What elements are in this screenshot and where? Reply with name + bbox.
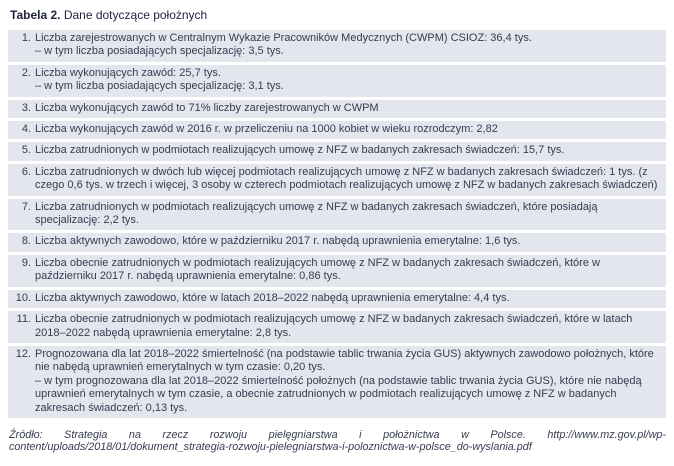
- table-row: [8, 233, 666, 251]
- table-row: [8, 199, 666, 231]
- row-content: [35, 32, 658, 59]
- row-main-text: Liczba zatrudnionych w dwóch lub więcej podmiotach realizujących umowę z NFZ w badanych zakresach świadczeń: 1 tys. (z czego 0,6 tys. w trzech i więcej, 3 osoby w czterech podmiotach realizujących umowę z NFZ w badanych zakresach świadczeń): [35, 165, 658, 192]
- row-content: [35, 313, 658, 340]
- table-row: [8, 255, 666, 287]
- row-main-text: Liczba obecnie zatrudnionych w podmiotach realizujących umowę z NFZ w badanych zakresach świadczeń, które w październiku 2017 r. nabędą uprawnienia emerytalne: 0,86 tys.: [35, 256, 600, 283]
- row-number: 5.: [21, 144, 31, 157]
- table-row: [8, 30, 666, 62]
- row-main-text: Liczba wykonujących zawód w 2016 r. w przeliczeniu na 1000 kobiet w wieku rozrodczym: 2,82: [35, 123, 498, 136]
- row-sub-text: – w tym liczba posiadających specjalizację: 3,1 tys.: [35, 80, 284, 93]
- row-content: [35, 67, 658, 94]
- row-content: [35, 144, 658, 157]
- table-row: [8, 346, 666, 418]
- row-number: 10.: [15, 291, 31, 304]
- table-caption: Dane dotyczące położnych: [63, 8, 208, 22]
- row-content: [35, 257, 658, 284]
- table-row: [8, 121, 666, 139]
- data-table: [8, 30, 666, 418]
- row-main-text: Prognozowana dla lat 2018–2022 śmiertelność (na podstawie tablic trwania życia GUS) aktywnych zawodowo położnych, które nie nabędą uprawnień emerytalnych w tym czasie: 0,20 tys.: [35, 347, 654, 374]
- row-number: 6.: [21, 165, 31, 178]
- row-content: [35, 166, 658, 193]
- table-row: [8, 65, 666, 97]
- table-row: [8, 142, 666, 160]
- table-row: [8, 290, 666, 308]
- table-row: [8, 311, 666, 343]
- row-main-text: Liczba wykonujących zawód to 71% liczby zarejestrowanych w CWPM: [35, 101, 379, 114]
- row-number: 2.: [21, 66, 31, 79]
- row-main-text: Liczba zarejestrowanych w Centralnym Wykazie Pracowników Medycznych (CWPM) CSIOZ: 36,4 tys.: [35, 32, 532, 44]
- row-main-text: Liczba obecnie zatrudnionych w podmiotach realizujących umowę z NFZ w badanych zakresach świadczeń, które w latach 2018–2022 nabędą uprawnienia emerytalne: 2,8 tys.: [35, 313, 633, 339]
- row-sub-text: – w tym prognozowana dla lat 2018–2022 śmiertelność położnych (na podstawie tablic trwania życia GUS), które nie nabędą uprawnień emerytalnych w tym czasie, a obecnie zatrudnionych w podmiotach realizujących umowę z NFZ w badanych zakresach świadczeń: 0,13 tys.: [35, 374, 642, 414]
- row-number: 11.: [16, 313, 31, 326]
- row-main-text: Liczba zatrudnionych w podmiotach realizujących umowę z NFZ w badanych zakresach świadczeń: 15,7 tys.: [35, 144, 565, 157]
- page-title: [10, 8, 666, 22]
- row-content: [35, 348, 658, 415]
- row-content: [35, 102, 658, 115]
- table-row: [8, 100, 666, 118]
- table-row: [8, 164, 666, 196]
- row-number: 12.: [15, 347, 31, 360]
- row-number: 4.: [21, 123, 31, 136]
- table-number-label: Tabela 2.: [10, 8, 61, 22]
- row-number: 8.: [21, 235, 31, 248]
- row-number: 1.: [21, 32, 31, 44]
- row-content: [35, 235, 658, 248]
- row-sub-text: – w tym liczba posiadających specjalizację: 3,5 tys.: [35, 45, 284, 58]
- row-number: 3.: [21, 101, 31, 114]
- source-note: Źródło: Strategia na rzecz rozwoju pielęgniarstwa i położnictwa w Polsce. http://www.mz.gov.pl/wp-content/uploads/2018/01/dokument_strategia-rozwoju-pielegniarstwa-i-poloznictwa-w-polsce_do-wyslania.pdf: [9, 428, 666, 454]
- row-number: 7.: [21, 200, 31, 213]
- row-content: [35, 201, 658, 228]
- row-main-text: Liczba wykonujących zawód: 25,7 tys.: [35, 66, 221, 79]
- row-number: 9.: [21, 256, 31, 269]
- row-main-text: Liczba aktywnych zawodowo, które w latach 2018–2022 nabędą uprawnienia emerytalne: 4,4 tys.: [35, 291, 510, 304]
- row-main-text: Liczba zatrudnionych w podmiotach realizujących umowę z NFZ w badanych zakresach świadczeń, które posiadają specjalizację: 2,2 tys.: [35, 200, 598, 227]
- row-content: [35, 292, 658, 305]
- row-content: [35, 123, 658, 136]
- row-main-text: Liczba aktywnych zawodowo, które w październiku 2017 r. nabędą uprawnienia emerytalne: 1,6 tys.: [35, 235, 521, 248]
